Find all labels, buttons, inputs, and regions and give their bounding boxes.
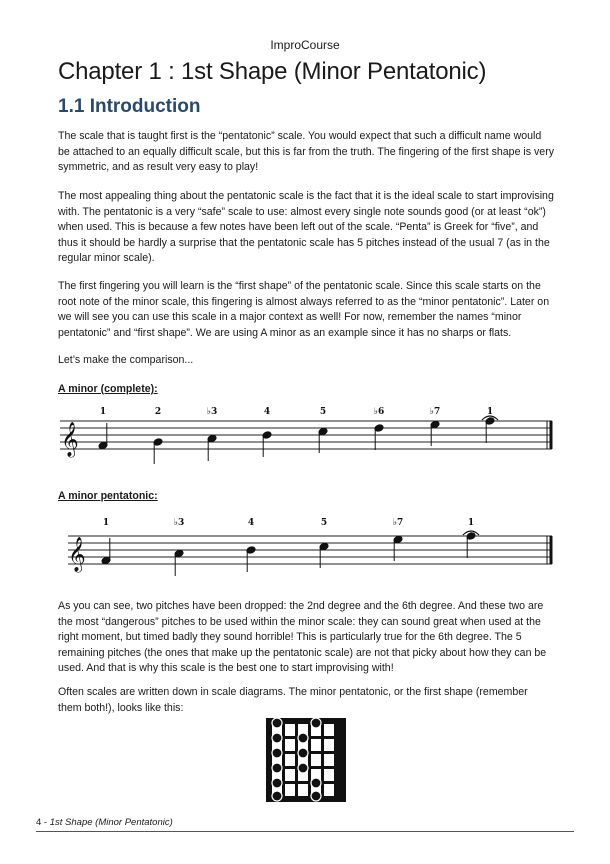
paragraph-first-shape: The first fingering you will learn is the “first shape” of the pentatonic scale. Since this scale starts on the root note of the minor scale, this fingering is almost always referred to as the “minor pentatonic”. Later on we will see you can use this scale in a major context as well! For now, remember the names “minor pentatonic” and “first shape”. We are using A minor as an example since it has no sharps or flats.: [58, 280, 550, 339]
degree-label: ♭3: [173, 518, 185, 528]
footer-rule: [36, 831, 574, 832]
degree-label: 1: [102, 518, 110, 528]
page-number: 4 -: [36, 817, 50, 828]
degree-label: 5: [319, 407, 327, 417]
degree-label: 5: [320, 518, 328, 528]
staff-lines: [60, 421, 552, 449]
degree-label: ♭7: [429, 407, 441, 417]
footer-section: 1st Shape (Minor Pentatonic): [49, 817, 173, 828]
note-f: [374, 424, 384, 450]
degree-label: 1: [99, 407, 107, 417]
paragraph-comparison: Let’s make the comparison...: [58, 354, 194, 366]
minor-pentatonic-label: A minor pentatonic:: [58, 490, 158, 502]
note-a: [98, 423, 108, 450]
degree-label: 1: [467, 518, 475, 528]
paragraph-scale-diagrams: Often scales are written down in scale diagrams. The minor pentatonic, or the first shape (remember them both!), looks like this:: [58, 686, 528, 714]
page-footer: [36, 817, 173, 828]
running-header: ImproCourse: [270, 38, 340, 52]
paragraph-dropped-pitches: As you can see, two pitches have been dropped: the 2nd degree and the 6th degree. And these two are the most “dangerous” pitches to be used within the minor scale: they can sound great when used at the right moment, but timed badly they sound horrible! This is particularly true for the 6th degree. The 5 remaining pitches (the ones that make up the pentatonic scale) are not that picky about how they can be used. And that is why this scale is the best one to start improvising with!: [58, 600, 547, 675]
note-a: [101, 538, 111, 565]
degree-label: 2: [154, 407, 162, 417]
treble-clef-icon: 𝄞: [68, 537, 86, 572]
note-c: [174, 549, 184, 576]
note-b: [153, 438, 163, 464]
paragraph-appeal: The most appealing thing about the pentatonic scale is the fact that it is the ideal scale to start improvising with. The pentatonic is a very “safe” scale to use: almost every single note sounds good (or at least “ok”) when used. This is because a few notes have been left out of the scale. “Penta” is Greek for “five”, and thus it should be hardly a surprise that the pentatonic scale has 5 pitches instead of the usual 7 (as in the regular minor scale).: [58, 190, 554, 265]
section-title: 1.1 Introduction: [58, 96, 201, 117]
degree-label: 4: [247, 518, 255, 528]
note-c: [207, 434, 217, 461]
note-a-high: [466, 532, 476, 558]
chapter-title: Chapter 1 : 1st Shape (Minor Pentatonic): [58, 58, 487, 85]
degree-label: ♭6: [373, 407, 385, 417]
note-d: [262, 431, 272, 457]
degree-label: 1: [486, 407, 494, 417]
staff-lines: [68, 536, 552, 564]
degree-label: 4: [263, 407, 271, 417]
scale-diagram: [266, 718, 346, 802]
paragraph-intro: The scale that is taught first is the “pentatonic” scale. You would expect that such a difficult name would be attached to an equally difficult scale, but this is far from the truth. The fingering of the first shape is very symmetric, and as result very easy to play!: [58, 130, 555, 174]
degree-label: ♭3: [206, 407, 218, 417]
staff-minor-complete: [58, 400, 558, 475]
note-d: [246, 546, 256, 572]
treble-clef-icon: 𝄞: [61, 422, 79, 457]
note-a-high: [485, 417, 495, 443]
degree-label: ♭7: [392, 518, 404, 528]
staff-minor-pentatonic: [58, 508, 558, 586]
minor-complete-label: A minor (complete):: [58, 383, 158, 395]
